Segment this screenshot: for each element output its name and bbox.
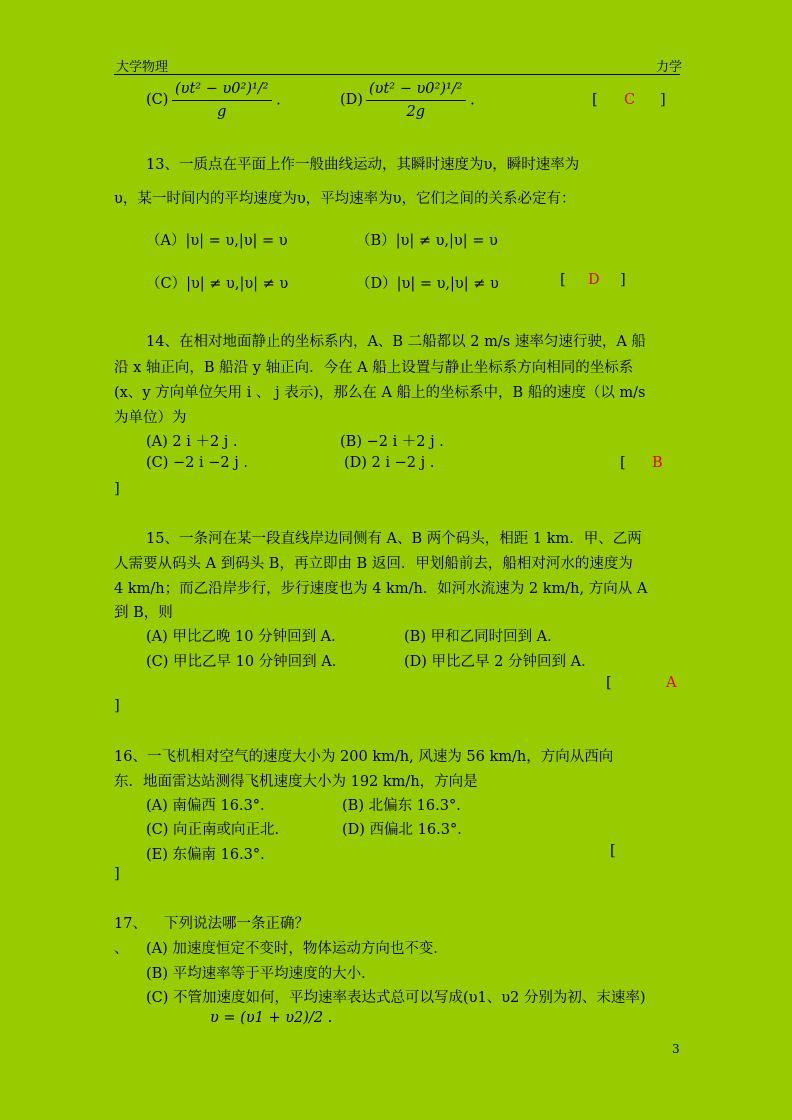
header-left: 大学物理 [116, 60, 169, 75]
q14-line-2: 沿 x 轴正向，B 船沿 y 轴正向．今在 A 船上设置与静止坐标系方向相同的坐标系 [114, 360, 634, 376]
page-number: 3 [672, 1042, 680, 1056]
q15-line-2: 人需要从码头 A 到码头 B，再立即由 B 返回．甲划船前去，船相对河水的速度为 [114, 556, 633, 572]
q12-option-c-fraction [172, 78, 272, 123]
q17-option-b: (B) 平均速率等于平均速度的大小． [146, 966, 376, 982]
q15-option-b: (B) 甲和乙同时回到 A． [404, 629, 562, 645]
q16-option-c: (C) 向正南或向正北． [146, 822, 290, 838]
q12-option-d-denominator: 2g [406, 104, 425, 120]
q13-bracket-close: ] [620, 272, 626, 288]
q14-bracket-close: ] [114, 481, 120, 497]
q12-answer: C [624, 92, 636, 108]
q16-bracket-close: ] [114, 866, 120, 882]
q14-line-4: 为单位）为 [114, 410, 187, 426]
q13-option-b: （B）|υ| ≠ υ,|υ| = υ [356, 233, 498, 249]
q17-formula: υ = (υ1 + υ2)/2 . [210, 1010, 333, 1026]
q13-line-2: υ，某一时间内的平均速度为υ，平均速率为υ，它们之间的关系必定有： [114, 191, 576, 207]
q12-bracket-close: ] [660, 92, 666, 108]
q14-line-1: 14、在相对地面静止的坐标系内，A、B 二船都以 2 m/s 速率匀速行驶，A 船 [146, 334, 646, 350]
q13-option-c: （C）|υ| ≠ υ,|υ| ≠ υ [146, 276, 289, 292]
q14-option-d: (D) 2 i −2 j . [344, 455, 435, 471]
q16-option-b: (B) 北偏东 16.3°． [342, 798, 471, 814]
q15-line-1: 15、一条河在某一段直线岸边同侧有 A、B 两个码头，相距 1 km．甲、乙两 [146, 531, 642, 547]
q15-line-3: 4 km/h；而乙沿岸步行，步行速度也为 4 km/h．如河水流速为 2 km/h, 方向从 A [114, 581, 648, 597]
q12-option-d-fraction [366, 78, 466, 123]
q16-option-e: (E) 东偏南 16.3°． [146, 847, 275, 863]
q17-number: 17、 [114, 916, 147, 932]
q14-option-a: (A) 2 i ＋2 j . [146, 434, 238, 450]
q16-bracket-open: [ [610, 843, 616, 859]
q13-option-a: （A）|υ| = υ,|υ| = υ [146, 233, 288, 249]
q15-answer: A [666, 675, 677, 691]
q17-number-repeat: 、 [114, 941, 129, 957]
q12-option-d-numerator: (υt² − υ0²)¹/² [366, 78, 466, 101]
q15-option-c: (C) 甲比乙早 10 分钟回到 A． [146, 654, 347, 670]
q13-option-d: （D）|υ| = υ,|υ| ≠ υ [356, 276, 499, 292]
q16-option-d: (D) 西偏北 16.3°． [342, 822, 472, 838]
q12-option-c-numerator: (υt² − υ0²)¹/² [172, 78, 272, 101]
q12-option-d-label: (D) [340, 92, 363, 108]
q17-stem: 下列说法哪一条正确？ [164, 916, 309, 932]
q15-option-d: (D) 甲比乙早 2 分钟回到 A． [404, 654, 596, 670]
q14-option-c: (C) −2 i −2 j . [146, 455, 248, 471]
q15-bracket-open: [ [606, 675, 612, 691]
q12-option-c-denominator: g [217, 104, 227, 120]
q15-bracket-close: ] [114, 698, 120, 714]
header-rule [114, 74, 680, 75]
q12-option-c-label: (C) [146, 92, 169, 108]
q16-option-a: (A) 南偏西 16.3°． [146, 798, 275, 814]
q17-option-c: (C) 不管加速度如何，平均速率表达式总可以写成(υ1、υ2 分别为初、末速率) [146, 990, 646, 1006]
q13-answer: D [588, 272, 600, 288]
q12-option-d-formula: $\frac{\text{(υt² − υ0²)¹/²}}{2g}$ . [366, 78, 475, 123]
q13-bracket-open: [ [560, 272, 566, 288]
q12-option-c-formula: $\frac{\text{(υt² − υ0²)¹/²}}{g}$ . [172, 78, 281, 123]
q14-answer: B [652, 455, 663, 471]
q16-line-1: 16、一飞机相对空气的速度大小为 200 km/h, 风速为 56 km/h，方向从西向 [114, 749, 614, 765]
q14-line-3: (x、y 方向单位矢用 i 、 j 表示)，那么在 A 船上的坐标系中，B 船的速度（以 m/s [114, 385, 646, 401]
header-right: 力学 [656, 60, 683, 75]
q12-bracket-open: [ [592, 92, 598, 108]
q16-line-2: 东．地面雷达站测得飞机速度大小为 192 km/h，方向是 [114, 774, 478, 790]
q14-option-b: (B) −2 i ＋2 j . [340, 434, 444, 450]
q15-option-a: (A) 甲比乙晚 10 分钟回到 A． [146, 629, 346, 645]
q13-line-1: 13、一质点在平面上作一般曲线运动，其瞬时速度为υ，瞬时速率为 [146, 157, 580, 173]
q14-bracket-open: [ [620, 455, 626, 471]
q17-option-a: (A) 加速度恒定不变时，物体运动方向也不变． [146, 941, 448, 957]
q15-line-4: 到 B，则 [114, 605, 173, 621]
